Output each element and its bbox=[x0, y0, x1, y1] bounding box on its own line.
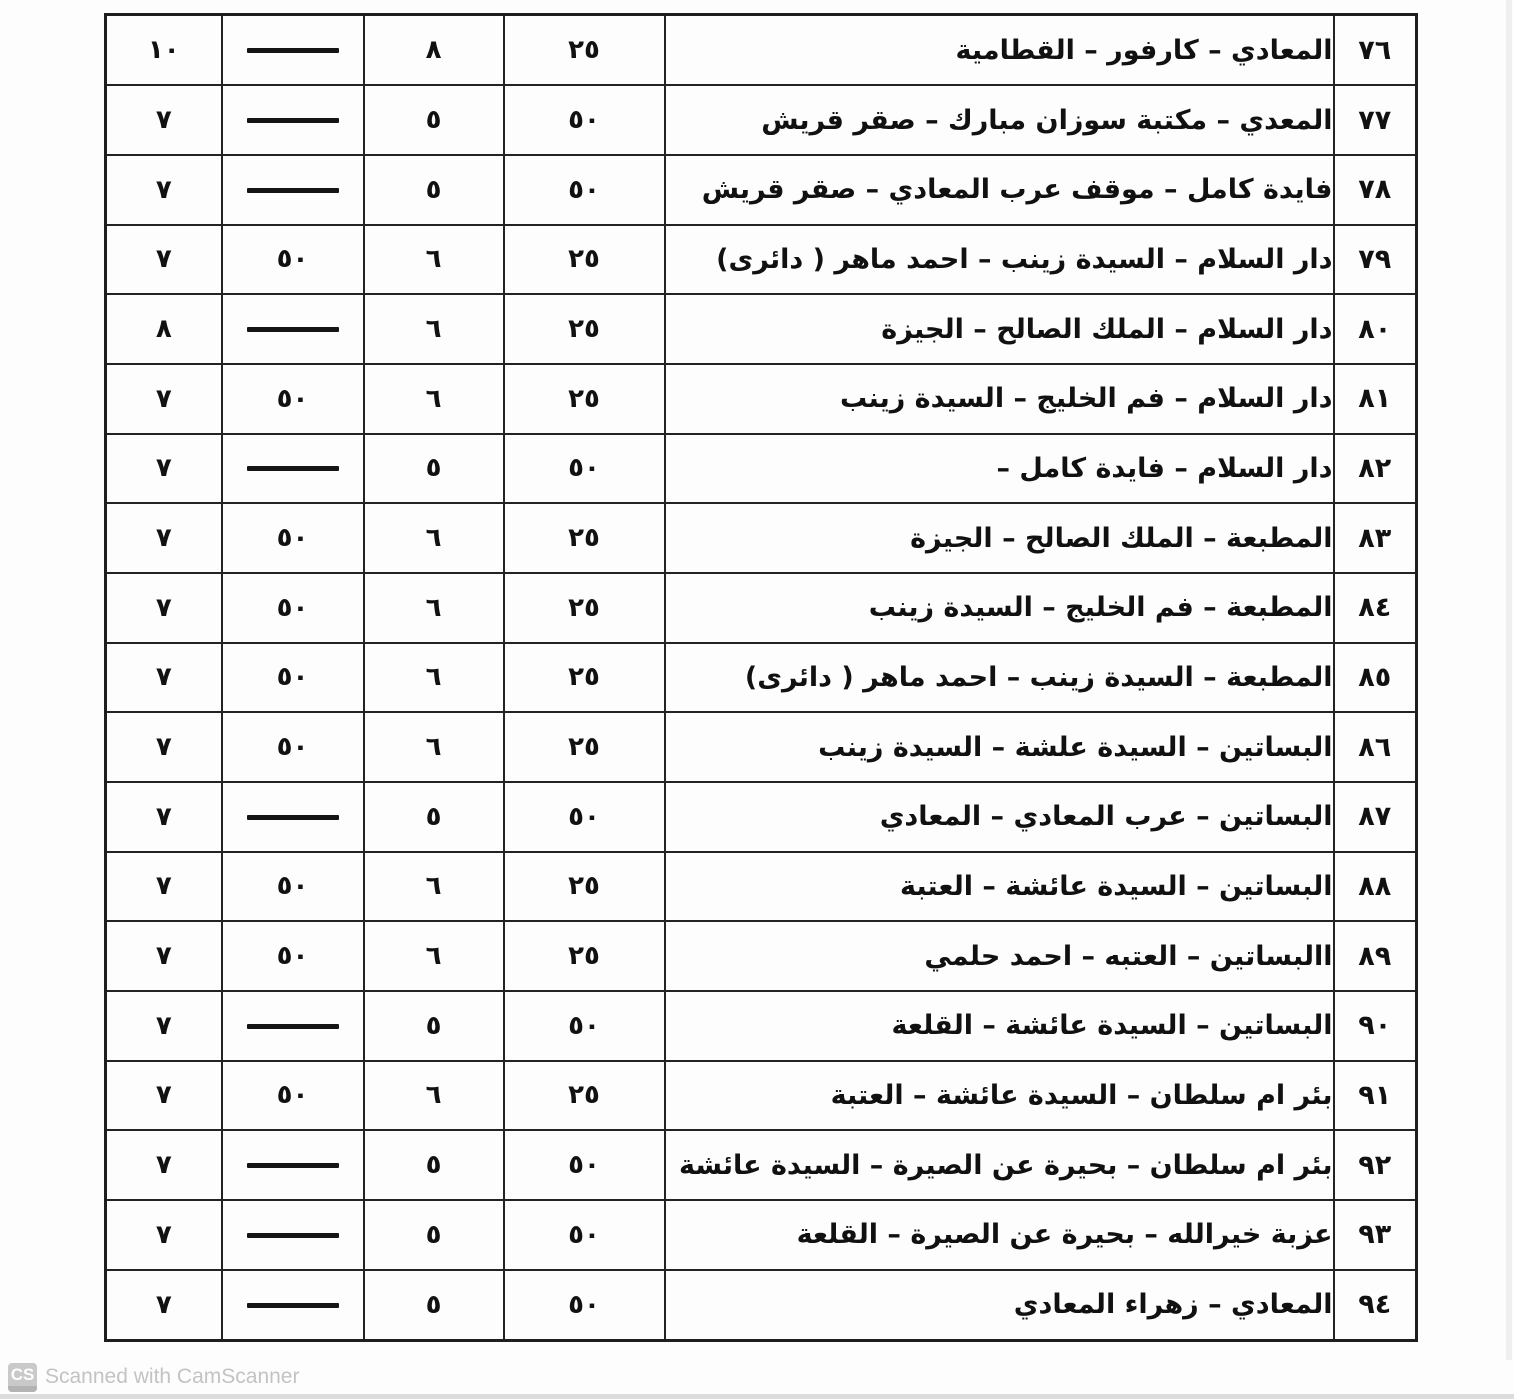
value-cell-3: ٥٠ bbox=[222, 573, 364, 643]
route-cell: دار السلام – فايدة كامل – bbox=[665, 434, 1334, 504]
value-cell-4: ١٠ bbox=[106, 15, 222, 86]
value-cell-4: ٨ bbox=[106, 294, 222, 364]
value-cell-4: ٧ bbox=[106, 434, 222, 504]
row-number-cell: ٩١ bbox=[1334, 1061, 1417, 1131]
row-number-cell: ٩٢ bbox=[1334, 1130, 1417, 1200]
value-cell-1: ٥٠ bbox=[504, 1130, 665, 1200]
value-cell-3 bbox=[222, 1130, 364, 1200]
row-number-cell: ٨١ bbox=[1334, 364, 1417, 434]
table-row bbox=[106, 1270, 1417, 1341]
dash-line bbox=[247, 815, 339, 820]
value-cell-2: ٦ bbox=[364, 712, 504, 782]
route-cell: المطبعة – السيدة زينب – احمد ماهر ( دائرى) bbox=[665, 643, 1334, 713]
value-cell-2: ٦ bbox=[364, 573, 504, 643]
route-cell: المطبعة – فم الخليج – السيدة زينب bbox=[665, 573, 1334, 643]
row-number-cell: ٩٠ bbox=[1334, 991, 1417, 1061]
value-cell-2: ٥ bbox=[364, 85, 504, 155]
route-cell: المعادي – زهراء المعادي bbox=[665, 1270, 1334, 1341]
route-cell: المعدي – مكتبة سوزان مبارك – صقر قريش bbox=[665, 85, 1334, 155]
row-number-cell: ٨٥ bbox=[1334, 643, 1417, 713]
value-cell-3 bbox=[222, 15, 364, 86]
table-row bbox=[106, 782, 1417, 852]
value-cell-2: ٨ bbox=[364, 15, 504, 86]
route-cell: بئر ام سلطان – بحيرة عن الصيرة – السيدة عائشة bbox=[665, 1130, 1334, 1200]
value-cell-3: ٥٠ bbox=[222, 364, 364, 434]
table-row bbox=[106, 1130, 1417, 1200]
camscanner-watermark bbox=[8, 1362, 299, 1392]
value-cell-2: ٦ bbox=[364, 364, 504, 434]
value-cell-4: ٧ bbox=[106, 364, 222, 434]
dash-line bbox=[247, 466, 339, 471]
value-cell-1: ٥٠ bbox=[504, 782, 665, 852]
value-cell-4: ٧ bbox=[106, 85, 222, 155]
value-cell-4: ٧ bbox=[106, 503, 222, 573]
camscanner-icon-base bbox=[8, 1386, 37, 1392]
value-cell-4: ٧ bbox=[106, 712, 222, 782]
dash-line bbox=[247, 1163, 339, 1168]
value-cell-3: ٥٠ bbox=[222, 643, 364, 713]
route-cell: المطبعة – الملك الصالح – الجيزة bbox=[665, 503, 1334, 573]
table-row bbox=[106, 364, 1417, 434]
value-cell-4: ٧ bbox=[106, 782, 222, 852]
value-cell-2: ٥ bbox=[364, 782, 504, 852]
row-number-cell: ٧٦ bbox=[1334, 15, 1417, 86]
value-cell-1: ٢٥ bbox=[504, 15, 665, 86]
value-cell-2: ٦ bbox=[364, 294, 504, 364]
row-number-cell: ٨٧ bbox=[1334, 782, 1417, 852]
value-cell-2: ٥ bbox=[364, 991, 504, 1061]
value-cell-4: ٧ bbox=[106, 921, 222, 991]
table-row bbox=[106, 921, 1417, 991]
value-cell-2: ٦ bbox=[364, 225, 504, 295]
value-cell-1: ٥٠ bbox=[504, 85, 665, 155]
row-number-cell: ٩٤ bbox=[1334, 1270, 1417, 1341]
row-number-cell: ٨٦ bbox=[1334, 712, 1417, 782]
value-cell-3 bbox=[222, 294, 364, 364]
value-cell-3: ٥٠ bbox=[222, 852, 364, 922]
route-cell: دار السلام – فم الخليج – السيدة زينب bbox=[665, 364, 1334, 434]
table-row bbox=[106, 155, 1417, 225]
route-cell: البساتين – عرب المعادي – المعادي bbox=[665, 782, 1334, 852]
route-cell: عزبة خيرالله – بحيرة عن الصيرة – القلعة bbox=[665, 1200, 1334, 1270]
row-number-cell: ٧٨ bbox=[1334, 155, 1417, 225]
value-cell-2: ٦ bbox=[364, 852, 504, 922]
value-cell-3 bbox=[222, 1200, 364, 1270]
dash-line bbox=[247, 118, 339, 123]
value-cell-2: ٥ bbox=[364, 1200, 504, 1270]
row-number-cell: ٨٢ bbox=[1334, 434, 1417, 504]
camscanner-icon bbox=[8, 1363, 37, 1392]
value-cell-3 bbox=[222, 434, 364, 504]
value-cell-1: ٢٥ bbox=[504, 225, 665, 295]
route-cell: فايدة كامل – موقف عرب المعادي – صقر قريش bbox=[665, 155, 1334, 225]
value-cell-4: ٧ bbox=[106, 573, 222, 643]
value-cell-1: ٢٥ bbox=[504, 852, 665, 922]
value-cell-1: ٢٥ bbox=[504, 364, 665, 434]
value-cell-2: ٦ bbox=[364, 921, 504, 991]
value-cell-4: ٧ bbox=[106, 1270, 222, 1341]
value-cell-2: ٦ bbox=[364, 643, 504, 713]
table-row bbox=[106, 643, 1417, 713]
value-cell-1: ٥٠ bbox=[504, 155, 665, 225]
row-number-cell: ٨٠ bbox=[1334, 294, 1417, 364]
value-cell-1: ٢٥ bbox=[504, 643, 665, 713]
table-row bbox=[106, 503, 1417, 573]
dash-line bbox=[247, 1024, 339, 1029]
value-cell-4: ٧ bbox=[106, 852, 222, 922]
table-row bbox=[106, 573, 1417, 643]
value-cell-2: ٥ bbox=[364, 1130, 504, 1200]
table-row bbox=[106, 712, 1417, 782]
value-cell-3 bbox=[222, 85, 364, 155]
value-cell-1: ٢٥ bbox=[504, 1061, 665, 1131]
value-cell-4: ٧ bbox=[106, 1061, 222, 1131]
row-number-cell: ٧٩ bbox=[1334, 225, 1417, 295]
camscanner-text: Scanned with CamScanner bbox=[45, 1365, 300, 1388]
route-cell: دار السلام – الملك الصالح – الجيزة bbox=[665, 294, 1334, 364]
value-cell-1: ٥٠ bbox=[504, 434, 665, 504]
routes-table-body bbox=[106, 15, 1417, 1341]
dash-line bbox=[247, 188, 339, 193]
route-cell: البساتين – السيدة علشة – السيدة زينب bbox=[665, 712, 1334, 782]
row-number-cell: ٨٨ bbox=[1334, 852, 1417, 922]
row-number-cell: ٨٣ bbox=[1334, 503, 1417, 573]
table-row bbox=[106, 85, 1417, 155]
value-cell-3 bbox=[222, 782, 364, 852]
value-cell-1: ٢٥ bbox=[504, 921, 665, 991]
value-cell-3: ٥٠ bbox=[222, 921, 364, 991]
value-cell-2: ٥ bbox=[364, 1270, 504, 1341]
value-cell-2: ٦ bbox=[364, 503, 504, 573]
scan-edge-right bbox=[1506, 0, 1512, 1360]
camscanner-icon-label: CS bbox=[10, 1364, 35, 1384]
dash-line bbox=[247, 1233, 339, 1238]
route-cell: المعادي – كارفور – القطامية bbox=[665, 15, 1334, 86]
value-cell-4: ٧ bbox=[106, 225, 222, 295]
value-cell-3: ٥٠ bbox=[222, 225, 364, 295]
value-cell-1: ٥٠ bbox=[504, 991, 665, 1061]
table-row bbox=[106, 434, 1417, 504]
row-number-cell: ٨٩ bbox=[1334, 921, 1417, 991]
value-cell-3 bbox=[222, 991, 364, 1061]
route-cell: البساتين – السيدة عائشة – العتبة bbox=[665, 852, 1334, 922]
value-cell-3: ٥٠ bbox=[222, 503, 364, 573]
value-cell-1: ٢٥ bbox=[504, 712, 665, 782]
value-cell-3 bbox=[222, 155, 364, 225]
routes-table bbox=[104, 13, 1418, 1342]
value-cell-2: ٦ bbox=[364, 1061, 504, 1131]
row-number-cell: ٨٤ bbox=[1334, 573, 1417, 643]
table-row bbox=[106, 991, 1417, 1061]
value-cell-2: ٥ bbox=[364, 434, 504, 504]
value-cell-4: ٧ bbox=[106, 643, 222, 713]
value-cell-2: ٥ bbox=[364, 155, 504, 225]
table-row bbox=[106, 294, 1417, 364]
table-row bbox=[106, 225, 1417, 295]
route-cell: االبساتين – العتبه – احمد حلمي bbox=[665, 921, 1334, 991]
table-row bbox=[106, 1200, 1417, 1270]
value-cell-4: ٧ bbox=[106, 155, 222, 225]
table-row bbox=[106, 1061, 1417, 1131]
table-row bbox=[106, 15, 1417, 86]
dash-line bbox=[247, 327, 339, 332]
value-cell-1: ٢٥ bbox=[504, 503, 665, 573]
value-cell-1: ٢٥ bbox=[504, 294, 665, 364]
table-row bbox=[106, 852, 1417, 922]
value-cell-3: ٥٠ bbox=[222, 712, 364, 782]
dash-line bbox=[247, 48, 339, 53]
route-cell: البساتين – السيدة عائشة – القلعة bbox=[665, 991, 1334, 1061]
value-cell-3: ٥٠ bbox=[222, 1061, 364, 1131]
value-cell-4: ٧ bbox=[106, 1200, 222, 1270]
row-number-cell: ٩٣ bbox=[1334, 1200, 1417, 1270]
value-cell-1: ٢٥ bbox=[504, 573, 665, 643]
value-cell-3 bbox=[222, 1270, 364, 1341]
value-cell-4: ٧ bbox=[106, 1130, 222, 1200]
value-cell-1: ٥٠ bbox=[504, 1270, 665, 1341]
scan-edge-bottom bbox=[0, 1394, 1514, 1399]
route-cell: دار السلام – السيدة زينب – احمد ماهر ( دائرى) bbox=[665, 225, 1334, 295]
route-cell: بئر ام سلطان – السيدة عائشة – العتبة bbox=[665, 1061, 1334, 1131]
value-cell-1: ٥٠ bbox=[504, 1200, 665, 1270]
value-cell-4: ٧ bbox=[106, 991, 222, 1061]
dash-line bbox=[247, 1303, 339, 1308]
row-number-cell: ٧٧ bbox=[1334, 85, 1417, 155]
